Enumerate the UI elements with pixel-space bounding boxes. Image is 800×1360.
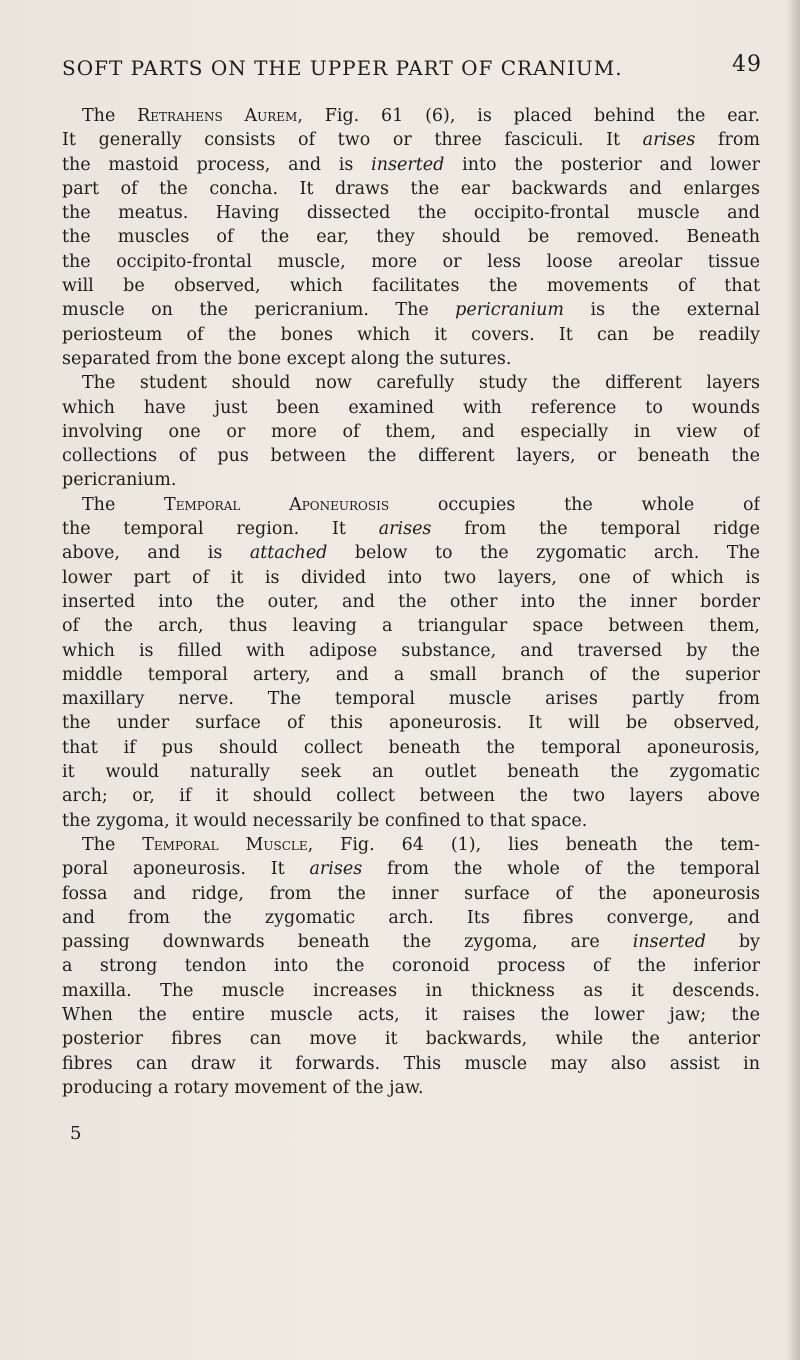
page-number: 49 xyxy=(732,52,762,77)
text-run: a strong tendon into the coronoid process of the inferior xyxy=(62,956,760,977)
body-text xyxy=(62,104,760,1100)
text-run: lower part of it is divided into two layers, one of which is xyxy=(62,567,760,588)
text-run: inserted into the outer, and the other into the inner border xyxy=(62,591,760,612)
text-line xyxy=(62,323,760,347)
text-run: When the entire muscle acts, it raises the lower jaw; the xyxy=(62,1004,760,1025)
text-run: The student should now carefully study the different layers xyxy=(82,373,760,394)
signature-mark: 5 xyxy=(70,1123,82,1144)
text-line xyxy=(62,663,760,687)
text-line xyxy=(62,420,760,444)
text-line xyxy=(62,517,760,541)
text-line xyxy=(62,930,760,954)
page-edge-shadow xyxy=(786,0,800,1360)
text-run: , Fig. 61 (6), is placed behind the ear. xyxy=(297,106,760,126)
text-run: maxilla. The muscle increases in thickness as it descends. xyxy=(62,980,760,1001)
text-line xyxy=(62,833,760,857)
running-head xyxy=(62,52,762,86)
text-run: the muscles of the ear, they should be removed. Beneath xyxy=(62,227,760,248)
text-line xyxy=(62,298,760,322)
italic-term: arises xyxy=(642,130,696,151)
text-run: and from the zygomatic arch. Its fibres converge, and xyxy=(62,907,760,928)
text-line xyxy=(62,493,760,517)
text-line xyxy=(62,1027,760,1051)
text-run: poral aponeurosis. It xyxy=(62,859,310,880)
running-title: SOFT PARTS ON THE UPPER PART OF CRANIUM. xyxy=(62,56,623,80)
text-run: passing downwards beneath the zygoma, are xyxy=(62,932,633,953)
text-run: involving one or more of them, and especially in view of xyxy=(62,421,760,442)
text-run: the under surface of this aponeurosis. It will be observed, xyxy=(62,713,760,734)
text-line xyxy=(62,566,760,590)
text-run: which have just been examined with reference to wounds xyxy=(62,397,760,418)
text-run: the zygoma, it would necessarily be confined to that space. xyxy=(62,810,588,831)
text-run: It generally consists of two or three fasciculi. It xyxy=(62,130,643,151)
text-run: maxillary nerve. The temporal muscle arises partly from xyxy=(62,689,760,710)
text-run: fibres can draw it forwards. This muscle may also assist in xyxy=(62,1053,760,1074)
text-line xyxy=(62,906,760,930)
text-line xyxy=(62,250,760,274)
text-run: below to the zygomatic arch. The xyxy=(327,543,760,564)
text-line xyxy=(62,711,760,735)
text-run: arch; or, if it should collect between the two layers above xyxy=(62,786,760,807)
text-line xyxy=(62,225,760,249)
text-run: occupies the whole of xyxy=(389,494,760,515)
text-line xyxy=(62,760,760,784)
text-run: separated from the bone except along the sutures. xyxy=(62,348,512,369)
section-heading-term: Retrahens Aurem xyxy=(137,106,298,126)
section-heading-term: Temporal Aponeurosis xyxy=(164,494,390,515)
text-run: , Fig. 64 (1), lies beneath the tem- xyxy=(307,834,760,855)
italic-term: attached xyxy=(249,543,328,564)
text-line xyxy=(62,882,760,906)
text-line xyxy=(62,177,760,201)
text-run: from xyxy=(695,130,760,151)
text-line xyxy=(62,347,760,371)
text-line xyxy=(62,687,760,711)
text-run: which is filled with adipose substance, and traversed by the xyxy=(62,640,760,661)
text-line xyxy=(62,590,760,614)
text-line xyxy=(62,541,760,565)
italic-term: arises xyxy=(378,519,432,540)
text-run: from the whole of the temporal xyxy=(362,859,760,880)
text-run: the meatus. Having dissected the occipito-frontal muscle and xyxy=(62,203,760,224)
text-line xyxy=(62,639,760,663)
text-line xyxy=(62,614,760,638)
text-line xyxy=(62,444,760,468)
text-line xyxy=(62,857,760,881)
text-line xyxy=(62,954,760,978)
section-heading-term: Temporal Muscle xyxy=(142,834,308,855)
text-run: The xyxy=(82,834,143,855)
text-line xyxy=(62,1003,760,1027)
text-line xyxy=(62,274,760,298)
text-run: will be observed, which facilitates the movements of that xyxy=(62,276,760,297)
text-run: the mastoid process, and is xyxy=(62,154,372,175)
text-line xyxy=(62,979,760,1003)
text-run: producing a rotary movement of the jaw. xyxy=(62,1077,424,1098)
text-run: periosteum of the bones which it covers. It can be readily xyxy=(62,324,760,345)
text-run: above, and is xyxy=(62,543,250,564)
text-line xyxy=(62,809,760,833)
text-run: fossa and ridge, from the inner surface of the aponeurosis xyxy=(62,883,760,904)
text-run: middle temporal artery, and a small branch of the superior xyxy=(62,664,760,685)
italic-term: inserted xyxy=(632,932,706,953)
italic-term: arises xyxy=(309,859,363,880)
text-run: it would naturally seek an outlet beneath the zygomatic xyxy=(62,762,760,783)
text-line xyxy=(62,371,760,395)
text-run: the occipito-frontal muscle, more or less loose areolar tissue xyxy=(62,251,760,272)
text-line xyxy=(62,104,760,128)
text-run: the temporal region. It xyxy=(62,519,379,540)
text-line xyxy=(62,1052,760,1076)
text-run: by xyxy=(705,932,760,953)
italic-term: pericranium xyxy=(455,300,565,321)
text-line xyxy=(62,201,760,225)
text-run: The xyxy=(82,106,138,126)
text-line xyxy=(62,784,760,808)
text-line xyxy=(62,1076,760,1100)
text-line xyxy=(62,153,760,177)
text-run: posterior fibres can move it backwards, while the anterior xyxy=(62,1029,760,1050)
text-line xyxy=(62,468,760,492)
text-run: is the external xyxy=(564,300,760,321)
text-run: part of the concha. It draws the ear backwards and enlarges xyxy=(62,178,760,199)
text-run: The xyxy=(82,494,165,515)
text-run: into the posterior and lower xyxy=(444,154,760,175)
text-line xyxy=(62,128,760,152)
text-run: pericranium. xyxy=(62,470,177,491)
text-run: muscle on the pericranium. The xyxy=(62,300,456,321)
text-run: of the arch, thus leaving a triangular space between them, xyxy=(62,616,760,637)
italic-term: inserted xyxy=(371,154,445,175)
text-run: that if pus should collect beneath the temporal aponeurosis, xyxy=(62,737,760,758)
text-run: collections of pus between the different layers, or beneath the xyxy=(62,446,760,467)
text-line xyxy=(62,736,760,760)
text-line xyxy=(62,396,760,420)
text-run: from the temporal ridge xyxy=(431,519,760,540)
